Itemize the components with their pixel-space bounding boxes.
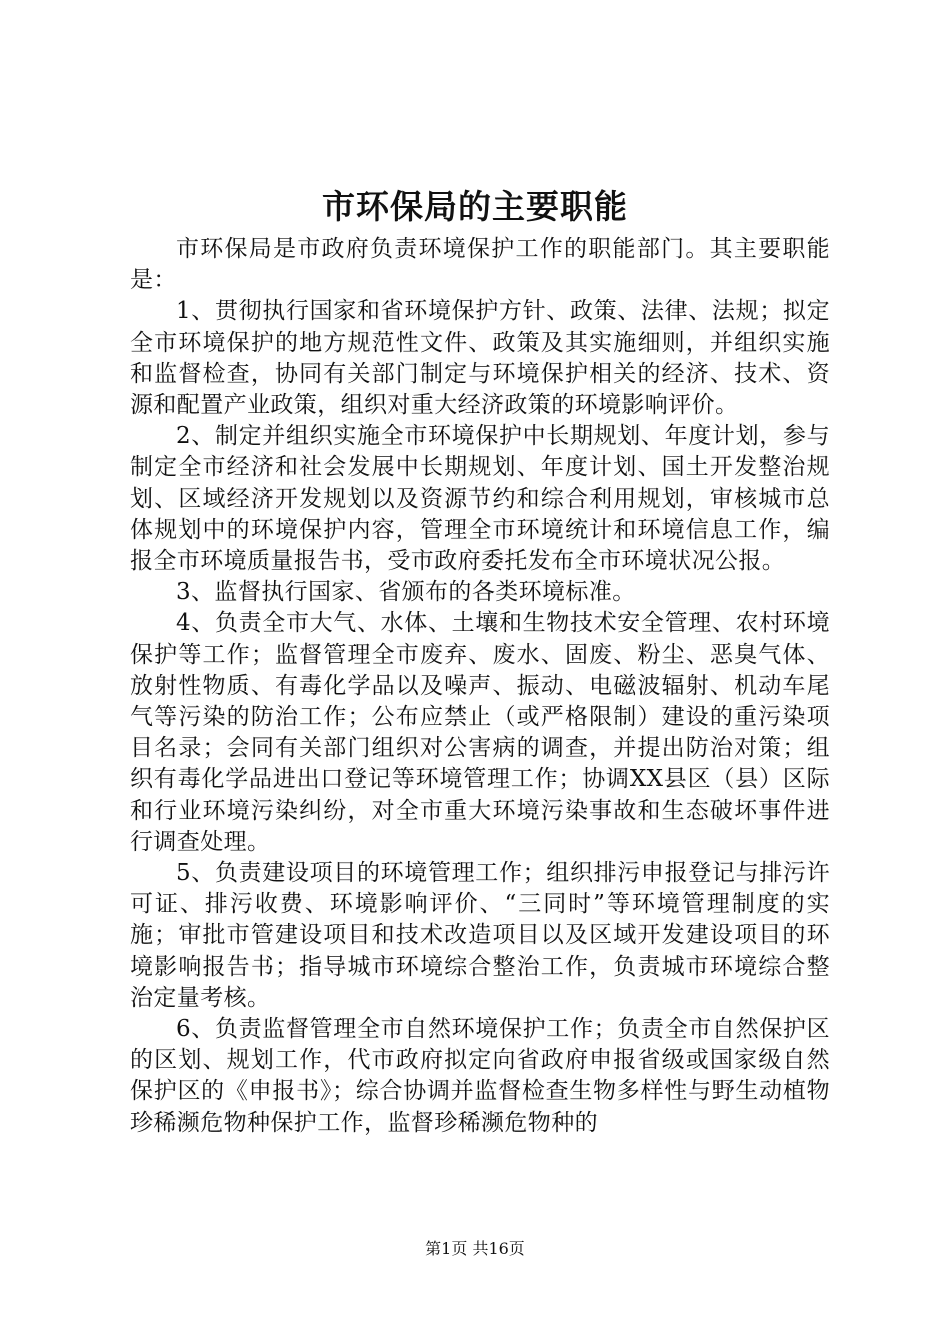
- document-body: [130, 234, 830, 1139]
- page-number-footer: 第1页 共16页: [425, 1239, 525, 1258]
- document-title: 市环保局的主要职能: [322, 187, 628, 226]
- intro-paragraph: 市环保局是市政府负责环境保护工作的职能部门。其主要职能是：: [130, 236, 830, 294]
- function-item-3: 3、监督执行国家、省颁布的各类环境标准。: [176, 579, 636, 606]
- function-item-5: 5、负责建设项目的环境管理工作；组织排污申报登记与排污许可证、排污收费、环境影响评价、“三同时”等环境管理制度的实施；审批市管建设项目和技术改造项目以及区域开发建设项目的环境影响报告书；指导城市环境综合整治工作，负责城市环境综合整治定量考核。: [130, 860, 830, 1011]
- function-item-2: 2、制定并组织实施全市环境保护中长期规划、年度计划，参与制定全市经济和社会发展中长期规划、年度计划、国土开发整治规划、区域经济开发规划以及资源节约和综合利用规划，审核城市总体规划中的环境保护内容，管理全市环境统计和环境信息工作，编报全市环境质量报告书，受市政府委托发布全市环境状况公报。: [130, 423, 830, 575]
- function-item-4: 4、负责全市大气、水体、土壤和生物技术安全管理、农村环境保护等工作；监督管理全市废弃、废水、固废、粉尘、恶臭气体、放射性物质、有毒化学品以及噪声、振动、电磁波辐射、机动车尾气等污染的防治工作；公布应禁止（或严格限制）建设的重污染项目名录；会同有关部门组织对公害病的调查，并提出防治对策；组织有毒化学品进出口登记等环境管理工作；协调XX县区（县）区际和行业环境污染纠纷，对全市重大环境污染事故和生态破坏事件进行调查处理。: [130, 610, 830, 855]
- function-item-6: 6、负责监督管理全市自然环境保护工作；负责全市自然保护区的区划、规划工作，代市政府拟定向省政府申报省级或国家级自然保护区的《申报书》；综合协调并监督检查生物多样性与野生动植物珍稀濒危物种保护工作，监督珍稀濒危物种的: [130, 1016, 830, 1136]
- function-item-1: 1、贯彻执行国家和省环境保护方针、政策、法律、法规；拟定全市环境保护的地方规范性文件、政策及其实施细则，并组织实施和监督检查，协同有关部门制定与环境保护相关的经济、技术、资源和配置产业政策，组织对重大经济政策的环境影响评价。: [130, 298, 830, 419]
